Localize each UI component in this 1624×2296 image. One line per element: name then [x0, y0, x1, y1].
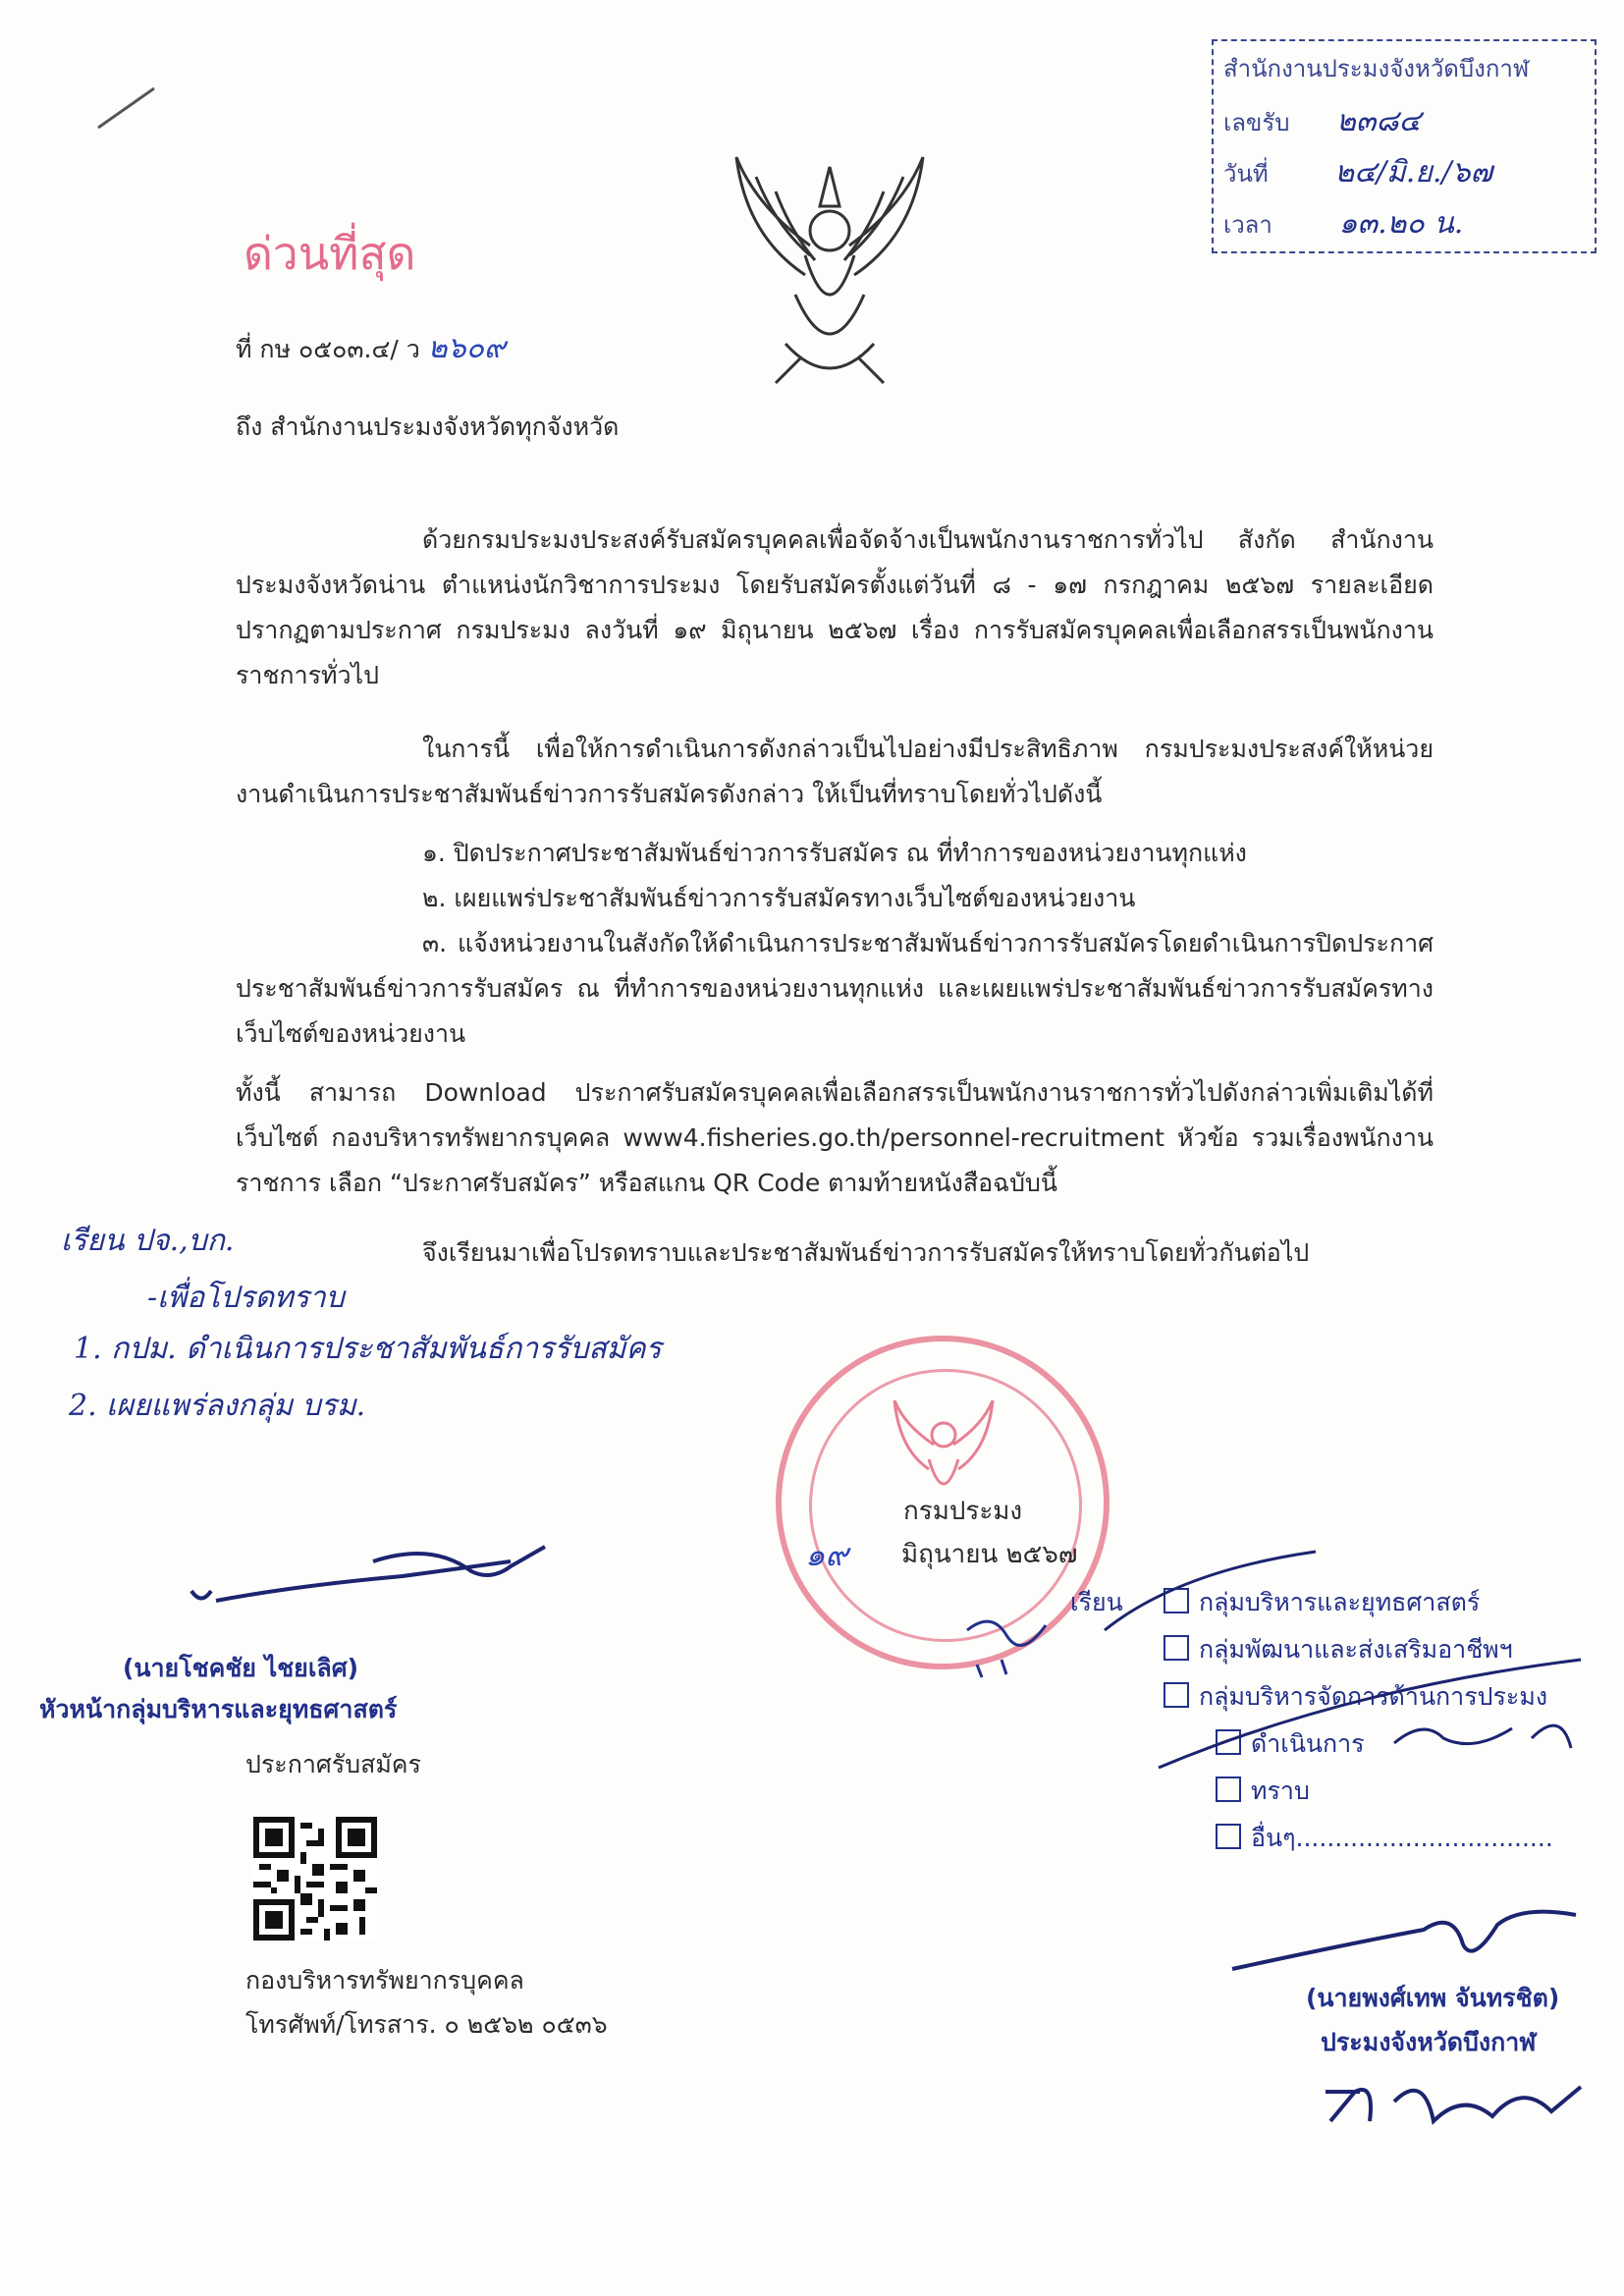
garuda-emblem-icon: [717, 147, 943, 403]
recipient-line: ถึง สำนักงานประมงจังหวัดทุกจังหวัด: [236, 412, 620, 441]
document-number-handwritten: ๒๖๐๙: [427, 331, 506, 365]
signature-chokchai: [177, 1532, 550, 1620]
signature-pongthep: [1227, 1905, 1581, 1984]
list-item-1: ๑. ปิดประกาศประชาสัมพันธ์ข่าวการรับสมัคร ณ ที่ทำการของหน่วยงานทุกแห่ง: [422, 839, 1247, 867]
document-number-prefix: ที่ กษ ๐๕๐๓.๔/ ว: [236, 335, 420, 363]
checkbox-icon[interactable]: [1216, 1777, 1241, 1802]
routing-pen-strokes: [1100, 1542, 1591, 1777]
contact-unit: กองบริหารทรัพยากรบุคคล: [245, 1966, 524, 1995]
body-paragraph-3: ทั้งนี้ สามารถ Download ประกาศรับสมัครบุคคลเพื่อเลือกสรรเป็นพนักงานราชการทั่วไปดังกล่าวเพิ่มเติมได้ที่เว็บไซต์ กองบริหารทรัพยากรบุคคล www4.fisheries.go.th/personnel-recruitment หัวข้อ รวมเรื่องพนักงานราชการ เลือก “ประกาศรับสมัคร” หรือสแกน QR Code ตามท้ายหนังสือฉบับนี้: [236, 1078, 1434, 1197]
urgency-label: ด่วนที่สุด: [244, 227, 416, 280]
routing-option-1[interactable]: กลุ่มบริหารและยุทธศาสตร์: [1164, 1583, 1480, 1622]
qr-code[interactable]: [253, 1817, 377, 1941]
receipt-date-label: วันที่: [1223, 160, 1269, 188]
receipt-stamp: [1212, 39, 1597, 253]
routing-sub-option-3[interactable]: อื่นๆ.................................: [1216, 1819, 1553, 1858]
signatory-name: (นายโชคชัย ไชยเลิศ): [123, 1654, 358, 1682]
receipt-number-value: ๒๓๘๔: [1336, 104, 1422, 138]
receipt-date-value: ๒๔/มิ.ย./๖๗: [1334, 155, 1493, 190]
routing-sub-option-2[interactable]: ทราบ: [1216, 1772, 1310, 1811]
document-number: [236, 332, 506, 365]
receipt-time-label: เวลา: [1223, 211, 1272, 239]
list-item-3: ๓. แจ้งหน่วยงานในสังกัดให้ดำเนินการประชาสัมพันธ์ข่าวการรับสมัครโดยดำเนินการปิดประกาศประชาสัมพันธ์ข่าวการรับสมัคร ณ ที่ทำการของหน่วยงานทุกแห่ง และเผยแพร่ประชาสัมพันธ์ข่าวการรับสมัครทางเว็บไซต์ของหน่วยงาน: [236, 929, 1434, 1048]
seal-department-name: กรมประมง: [903, 1497, 1023, 1526]
seal-date-day: ๑๙: [805, 1536, 848, 1573]
receipt-office: สำนักงานประมงจังหวัดบึงกาฬ: [1223, 55, 1530, 82]
handwritten-note-3: 1. กปม. ดำเนินการประชาสัมพันธ์การรับสมัคร: [74, 1332, 662, 1366]
pen-mark-decoration: [93, 83, 162, 133]
routing-option-3[interactable]: กลุ่มบริหารจัดการด้านการประมง: [1164, 1677, 1547, 1717]
provincial-officer-title: ประมงจังหวัดบึงกาฬ: [1321, 2028, 1537, 2056]
handwritten-note-2: -เพื่อโปรดทราบ: [147, 1281, 345, 1315]
signatory-title: หัวหน้ากลุ่มบริหารและยุทธศาสตร์: [39, 1695, 398, 1723]
receipt-time-value: ๑๓.๒๐ น.: [1338, 206, 1464, 241]
body-paragraph-2: ในการนี้ เพื่อให้การดำเนินการดังกล่าวเป็นไปอย่างมีประสิทธิภาพ กรมประมงประสงค์ให้หน่วยงานดำเนินการประชาสัมพันธ์ข่าวการรับสมัครดังกล่าว ให้เป็นที่ทราบโดยทั่วไปดังนี้: [236, 735, 1434, 808]
handwritten-note-4: 2. เผยแพร่ลงกลุ่ม บรม.: [69, 1389, 366, 1423]
routing-sub-option-1[interactable]: ดำเนินการ: [1216, 1724, 1365, 1764]
handwritten-note-1: เรียน ปจ.,บก.: [61, 1224, 235, 1258]
provincial-officer-name: (นายพงศ์เทพ จันทรชิต): [1306, 1984, 1560, 2012]
body-paragraph-1: ด้วยกรมประมงประสงค์รับสมัครบุคคลเพื่อจัดจ้างเป็นพนักงานราชการทั่วไป สังกัด สำนักงานประมงจังหวัดน่าน ตำแหน่งนักวิชาการประมง โดยรับสมัครตั้งแต่วันที่ ๘ - ๑๗ กรกฎาคม ๒๕๖๗ รายละเอียดปรากฏตามประกาศ กรมประมง ลงวันที่ ๑๙ มิถุนายน ๒๕๖๗ เรื่อง การรับสมัครบุคคลเพื่อเลือกสรรเป็นพนักงานราชการทั่วไป: [236, 525, 1434, 689]
qr-caption: ประกาศรับสมัคร: [245, 1750, 421, 1778]
closing-line: จึงเรียนมาเพื่อโปรดทราบและประชาสัมพันธ์ข่าวการรับสมัครให้ทราบโดยทั่วกันต่อไป: [422, 1238, 1310, 1267]
seal-initial-scribble: [962, 1611, 1051, 1679]
checkbox-icon[interactable]: [1216, 1824, 1241, 1849]
provincial-initial-scribble: [1316, 2062, 1591, 2141]
seal-date-month-year: มิถุนายน ๒๕๖๗: [901, 1540, 1078, 1569]
receipt-number-label: เลขรับ: [1223, 109, 1290, 137]
list-item-2: ๒. เผยแพร่ประชาสัมพันธ์ข่าวการรับสมัครทางเว็บไซต์ของหน่วยงาน: [422, 884, 1136, 912]
contact-phone: โทรศัพท์/โทรสาร. ๐ ๒๕๖๒ ๐๕๓๖: [245, 2010, 608, 2039]
routing-option-2[interactable]: กลุ่มพัฒนาและส่งเสริมอาชีพฯ: [1164, 1630, 1513, 1669]
routing-to-label: เรียน: [1070, 1588, 1123, 1616]
